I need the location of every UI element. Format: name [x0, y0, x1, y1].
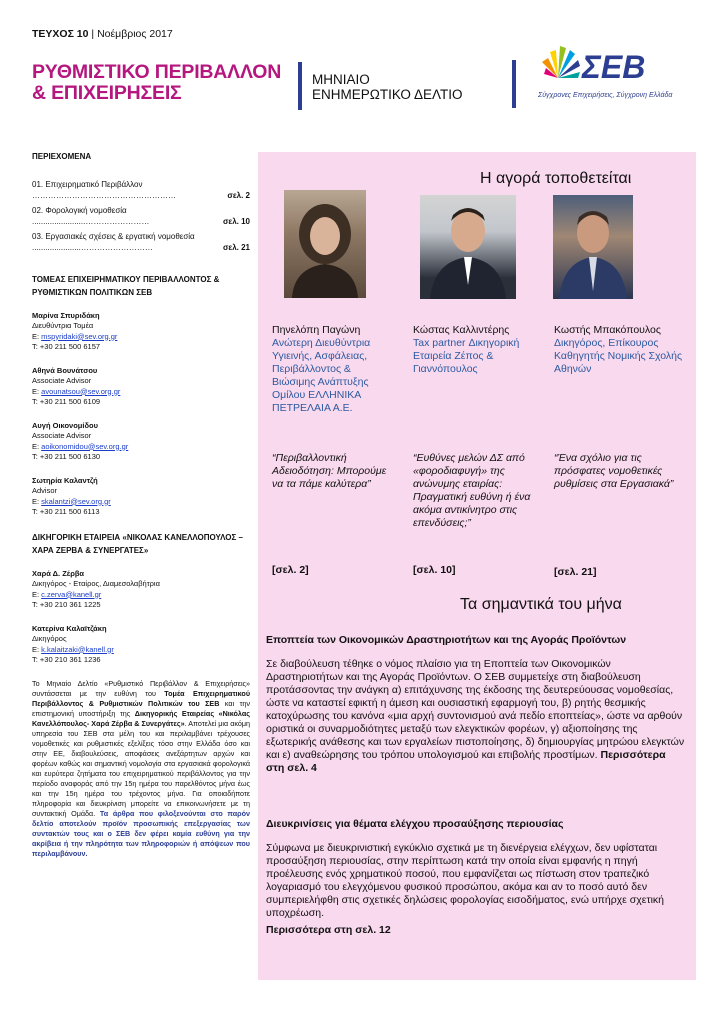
contact-name: Χαρά Δ. Ζέρβα [32, 568, 85, 578]
contact-name: Κατερίνα Καλαϊτζάκη [32, 623, 107, 633]
speaker-name: Κωστής Μπακόπουλος [554, 324, 661, 336]
contact-phone: T: +30 211 500 6113 [32, 507, 100, 516]
toc-item-3-leader [32, 242, 250, 253]
contact-name: Αθηνά Βουνάτσου [32, 365, 98, 375]
market-headline: Η αγορά τοποθετείται [480, 170, 632, 187]
person-portrait-icon [553, 195, 633, 299]
contact-email-row [32, 442, 250, 453]
toc-item-2-page[interactable]: σελ. 10 [222, 216, 250, 226]
contact-role: Associate Advisor [32, 376, 92, 385]
about-paragraph [32, 679, 250, 859]
sev-team-heading: ΤΟΜΕΑΣ ΕΠΙΧΕΙΡΗΜΑΤΙΚΟΥ ΠΕΡΙΒΑΛΛΟΝΤΟΣ & ΡΥΘΜΙΣΤΙΚΩΝ ΠΟΛΙΤΙΚΩΝ ΣΕΒ [32, 274, 220, 297]
article-body-1 [266, 658, 686, 775]
article-title-2[interactable]: Διευκρινίσεις για θέματα ελέγχου προσαύξησης περιουσίας [266, 818, 564, 830]
contact-email-link[interactable]: skalantzi@sev.org.gr [41, 496, 111, 506]
contact-card [32, 476, 250, 518]
issue-number: ΤΕΥΧΟΣ 10 [32, 28, 89, 40]
contact-card [32, 624, 250, 666]
contact-role: Advisor [32, 486, 58, 495]
about-disclaimer: Τα άρθρα που φιλοξενούνται στο παρόν δελτίο αποτελούν προϊόν προσωπικής επεξεργασίας των συντακτών τους και ο ΣΕΒ δεν φέρει καμία ευθύνη για την ακρίβεια ή την πληρότητα των πληροφοριών ή απόψεων που περιλαμβάνουν. [32, 808, 250, 858]
contact-phone: T: +30 211 500 6109 [32, 397, 101, 406]
contact-role: Διευθύντρια Τομέα [32, 321, 94, 330]
speaker-page-ref-3[interactable]: [σελ. 21] [554, 566, 597, 578]
speaker-quote-1[interactable]: “Περιβαλλοντική Αδειοδότηση: Μπορούμε να τα πάμε καλύτερα” [272, 452, 387, 490]
issue-line [32, 28, 173, 40]
contact-email-row [32, 590, 250, 601]
toc-item-2-leader [32, 216, 250, 227]
contact-email-prefix: E: [32, 589, 42, 599]
law-firm-heading: ΔΙΚΗΓΟΡΙΚΗ ΕΤΑΙΡΕΙΑ «ΝΙΚΟΛΑΣ ΚΑΝΕΛΛΟΠΟΥΛΟΣ – ΧΑΡΑ ΖΕΡΒΑ & ΣΥΝΕΡΓΑΤΕΣ» [32, 532, 243, 555]
contact-email-prefix: E: [32, 331, 42, 341]
header-divider-2 [512, 60, 516, 108]
about-text-bold-2: Δικηγορικής Εταιρείας «Νικόλας Κανελλόπουλος- Χαρά Ζέρβα & Συνεργάτες» [32, 708, 250, 728]
article-title-1[interactable]: Εποπτεία των Οικονομικών Δραστηριοτήτων και της Αγοράς Προϊόντων [266, 634, 627, 646]
toc-item-1-dots: ……………………………………………… [32, 190, 176, 200]
contact-email-link[interactable]: mspyridaki@sev.org.gr [41, 331, 118, 341]
contact-role: Δικηγόρος [32, 634, 67, 643]
contact-email-prefix: E: [32, 441, 42, 451]
contact-card [32, 569, 250, 611]
sev-logo-tagline: Σύγχρονες Επιχειρήσεις, Σύγχρονη Ελλάδα [538, 92, 673, 99]
person-portrait-icon [284, 190, 366, 298]
contact-role: Δικηγόρος - Εταίρος, Διαμεσολαβήτρια [32, 579, 160, 588]
toc-item-1-label[interactable]: 01. Επιχειρηματικό Περιβάλλον [32, 179, 143, 189]
contact-card [32, 421, 250, 463]
speaker-page-ref-2[interactable]: [σελ. 10] [413, 564, 456, 576]
contact-email-prefix: E: [32, 386, 42, 396]
speaker-role: Ανώτερη Διευθύντρια Υγιεινής, Ασφάλειας, Περιβάλλοντος & Βιώσιμης Ανάπτυξης Ομίλου ΕΛΛΗΝΙΚΑ ΠΕΤΡΕΛΑΙΑ Α.Ε. [272, 337, 371, 414]
about-text-1: Το Μηνιαίο Δελτίο «Ρυθμιστικό Περιβάλλον & Επιχειρήσεις» συντάσσεται με την ευθύνη του [32, 678, 250, 698]
toc-title: ΠΕΡΙΕΧΟΜΕΝΑ [32, 152, 92, 161]
highlights-headline: Τα σημαντικά του μήνα [460, 596, 622, 613]
bulletin-label [312, 72, 462, 102]
contact-email-row [32, 387, 250, 398]
speaker-quote-2[interactable]: “Ευθύνες μελών ΔΣ από «φοροδιαφυγή» της ανώνυμης εταιρίας: Πραγματική ευθύνη ή ένα ακόμα αντικίνητρο στις επενδύσεις;” [413, 452, 531, 529]
bulletin-line1: ΜΗΝΙΑΙΟ [312, 72, 370, 87]
toc-item-1-page[interactable]: σελ. 2 [227, 190, 250, 200]
contact-phone: T: +30 211 500 6157 [32, 342, 101, 351]
person-portrait-icon [420, 195, 516, 299]
speaker-quote-3[interactable]: “Ένα σχόλιο για τις πρόσφατες νομοθετικές ρυθμίσεις στα Εργασιακά” [554, 452, 674, 490]
contact-email-row [32, 332, 250, 343]
issue-separator: | [88, 28, 98, 40]
speaker-page-ref-1[interactable]: [σελ. 2] [272, 564, 309, 576]
contact-email-prefix: E: [32, 644, 42, 654]
speaker-name: Πηνελόπη Παγώνη [272, 324, 361, 336]
contact-phone: T: +30 211 500 6130 [32, 452, 101, 461]
contact-email-link[interactable]: aoikonomidou@sev.org.gr [41, 441, 129, 451]
contact-name: Μαρίνα Σπυριδάκη [32, 310, 100, 320]
contact-email-row [32, 645, 250, 656]
toc-item-3-label[interactable]: 03. Εργασιακές σχέσεις & εργατική νομοθεσία [32, 231, 195, 241]
contact-name: Σωτηρία Καλαντζή [32, 475, 98, 485]
article-more-link-2[interactable]: Περισσότερα στη σελ. 12 [266, 924, 391, 936]
sev-logo-text: ΣΕΒ [582, 49, 646, 85]
speaker-photo-1 [284, 190, 366, 298]
issue-date: Νοέμβριος 2017 [97, 28, 173, 40]
speaker-3 [554, 324, 694, 376]
speaker-role: Tax partner Δικηγορική Εταιρεία Ζέπος & Γιαννόπουλος [413, 337, 520, 375]
newsletter-title [32, 62, 281, 104]
contact-card [32, 366, 250, 408]
article-body-2: Σύμφωνα με διευκρινιστική εγκύκλιο σχετικά με τη διενέργεια ελέγχων, δεν υφίσταται προσαύξηση περιουσίας, στην περίπτωση κατά την οποία είναι εμφανής η πηγή προέλευσης ενός χρηματικού ποσού, που εμφανίζεται ως πίστωση στον τραπεζικό λογαριασμό του ελεγχόμενου φυσικού προσώπου, ακόμα και αν το ποσό αυτό δεν συμπεριελήφθη στις σχετικές δηλώσεις φορολογίας εισοδήματος, ενώ υπήρχε σχετική υποχρέωση. [266, 842, 665, 919]
toc-item-2-label[interactable]: 02. Φορολογική νομοθεσία [32, 205, 127, 215]
speaker-photo-3 [553, 195, 633, 299]
toc-item-3-page[interactable]: σελ. 21 [222, 242, 250, 252]
contact-name: Αυγή Οικονομίδου [32, 420, 98, 430]
left-column [32, 152, 250, 859]
about-text-3: . Αποτελεί μια ακόμη υπηρεσία του ΣΕΒ στα μέλη του και περιλαμβάνει τρέχουσες νομοθετικές και ρυθμιστικές εξελίξεις τόσο στην Ελλάδα όσο και στην ΕΕ, διαβουλεύσεις, αποφάσεις ανεξάρτητων αρχών και φορέων καθώς και σημαντική νομολογία στα εργασιακά φορολογικά και ευρύτερα ζητήματα του επιχειρηματικού περιβάλλοντος για την περίοδο αναφοράς από την 15η ημέρα του παρελθόντος μήνα έως και την 15η ημέρα του τρέχοντος μήνα. Για οποιαδήποτε πληροφορία και διευκρίνιση μπορείτε να επικοινωνήσετε με τη συντακτική Ομάδα. [32, 718, 250, 818]
toc-item-3-dots: ......................……………………… [32, 242, 153, 252]
contact-email-prefix: E: [32, 496, 42, 506]
newsletter-title-line2: & ΕΠΙΧΕΙΡΗΣΕΙΣ [32, 82, 182, 104]
speaker-name: Κώστας Καλλιντέρης [413, 324, 510, 336]
contact-email-link[interactable]: k.kalaitzaki@kanell.gr [41, 644, 114, 654]
contact-role: Associate Advisor [32, 431, 92, 440]
contact-card [32, 311, 250, 353]
contact-email-row [32, 497, 250, 508]
speaker-photo-2 [420, 195, 516, 299]
about-text-2: και την επιστημονική υποστήριξη της [32, 698, 251, 718]
contact-email-link[interactable]: avounatsou@sev.org.gr [41, 386, 121, 396]
article-body-text: Σε διαβούλευση τέθηκε ο νόμος πλαίσιο για τη Εποπτεία των Οικονομικών Δραστηριοτήτων και της Αγοράς Προϊόντων. Ο ΣΕΒ συμμετείχε στη διαβούλευση προτάσσοντας την ανάγκη α) επιτάχυνσης της έκδοσης της δευτερεύουσας νομοθεσίας, ώστε να καταστεί εφικτή η άμεση και ουσιαστική εφαρμογή του, β) ρητής θεσμικής κατοχύρωσης του κανόνα «μια αρχή συντονισμού ανά πεδίο εποπτείας», ώστε να αρθούν οριστικά οι συναρμοδιότητες μεταξύ των ελεγκτικών φορέων, γ) αξιοποίησης της εξωτερικής ανάθεσης και των εργαλείων πιστοποίησης, δ) δημιουργίας μητρώου ελεγκτών και ε) αναθεώρησης του τρόπου υπολογισμού και επιβολής προστίμων. [266, 658, 685, 761]
speaker-2 [413, 324, 549, 376]
header-divider [298, 62, 302, 110]
article-more-link[interactable]: Περισσότερα στη σελ. 4 [266, 749, 666, 774]
bulletin-line2: ΕΝΗΜΕΡΩΤΙΚΟ ΔΕΛΤΙΟ [312, 87, 463, 102]
speaker-1 [272, 324, 396, 415]
contact-phone: T: +30 210 361 1225 [32, 600, 101, 609]
about-text-bold-1: Τομέα Επιχειρηματικού Περιβάλλοντος & Ρυθμιστικών Πολιτικών του ΣΕΒ [32, 688, 250, 708]
contact-email-link[interactable]: c.zerva@kanell.gr [41, 589, 102, 599]
toc-item-2-dots: ........................…………………… [32, 216, 150, 226]
toc-item-1-leader [32, 190, 250, 201]
speaker-role: Δικηγόρος, Επίκουρος Καθηγητής Νομικής Σχολής Αθηνών [554, 337, 683, 375]
newsletter-title-line1: ΡΥΘΜΙΣΤΙΚΟ ΠΕΡΙΒΑΛΛΟΝ [32, 61, 282, 83]
contact-phone: T: +30 210 361 1236 [32, 655, 101, 664]
